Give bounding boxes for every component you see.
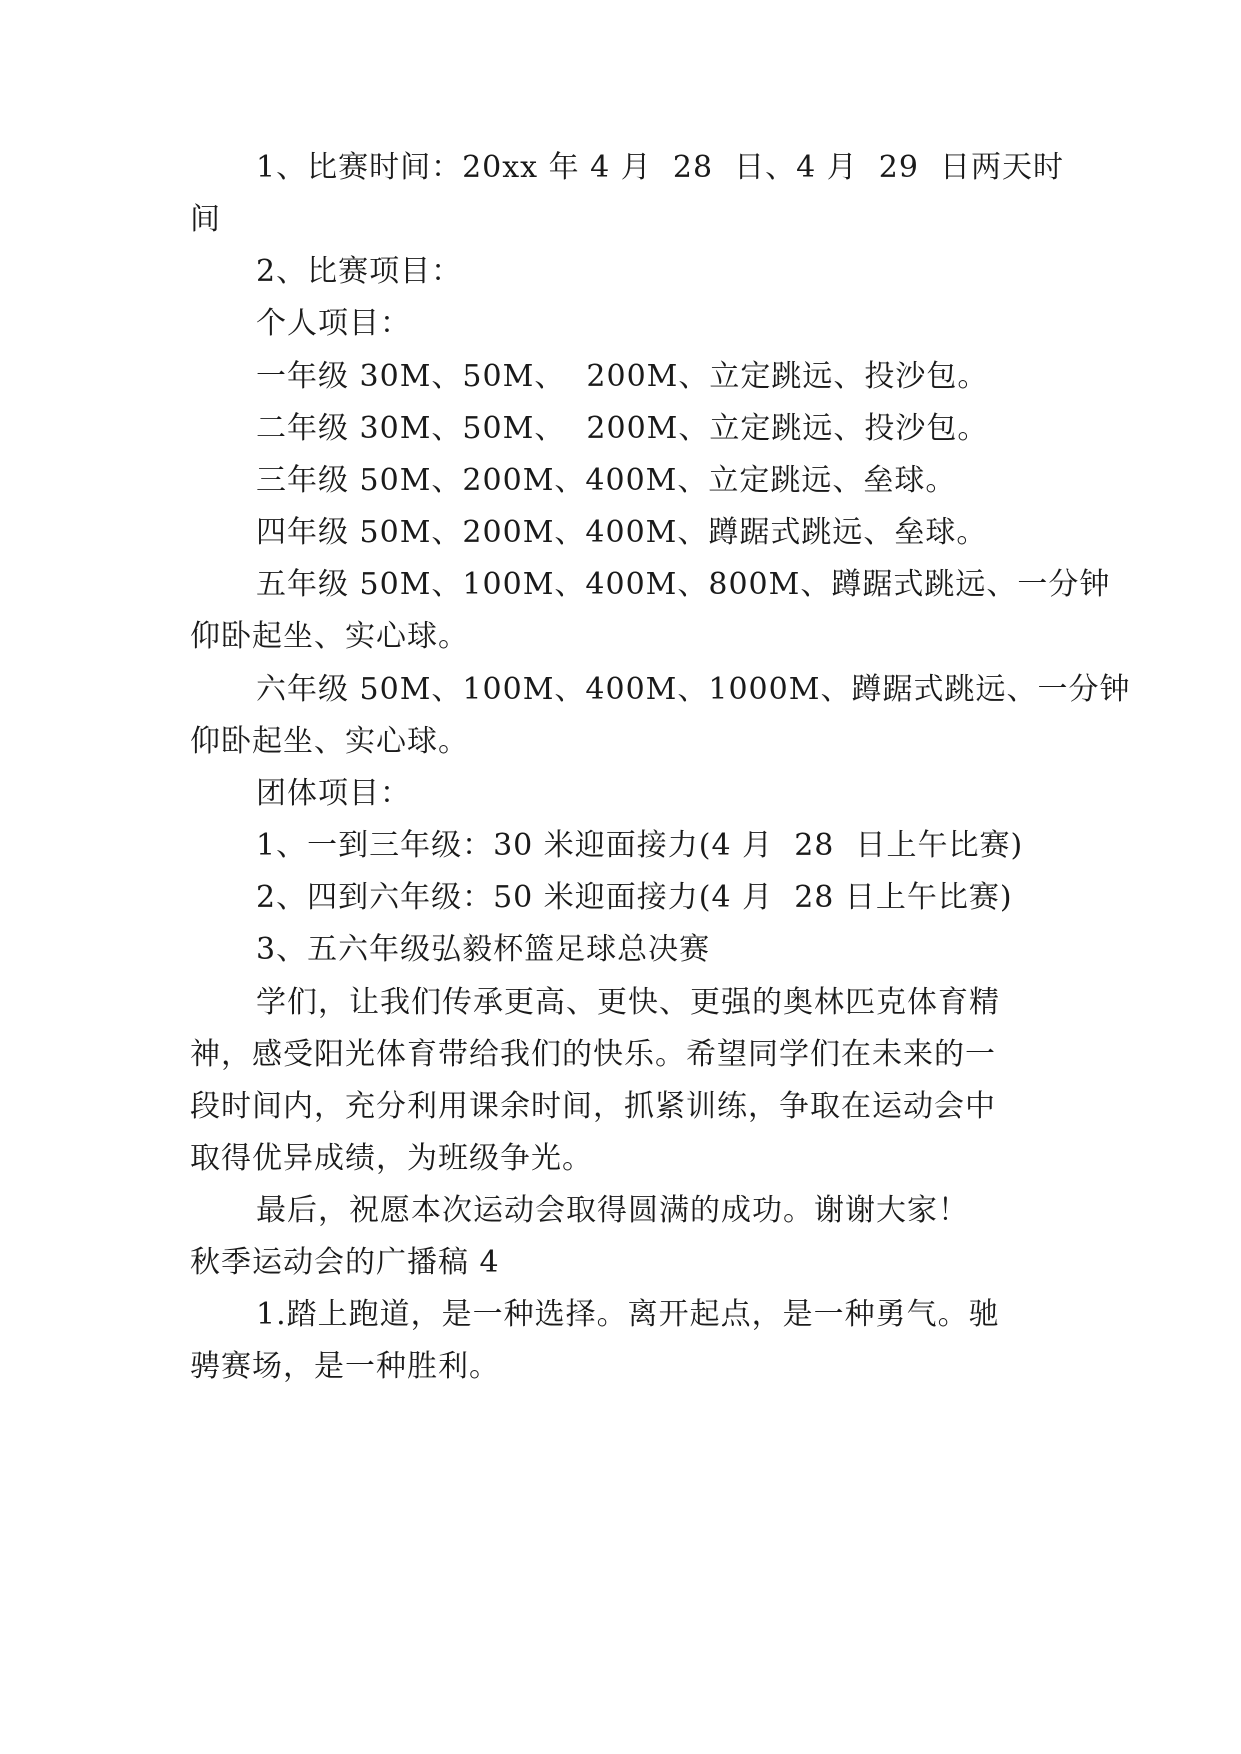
text-line: 骋赛场，是一种胜利。 (190, 1349, 500, 1384)
text-line: 五年级 50M、100M、400M、800M、蹲踞式跳远、一分钟 (256, 567, 1111, 602)
text-line: 三年级 50M、200M、400M、立定跳远、垒球。 (256, 463, 957, 498)
text-line: 一年级 30M、50M、 200M、立定跳远、投沙包。 (256, 359, 989, 394)
text-line: 仰卧起坐、实心球。 (190, 619, 469, 654)
text-line: 间 (190, 202, 221, 237)
text-line: 3、五六年级弘毅杯篮足球总决赛 (256, 932, 711, 967)
text-line: 1、比赛时间：20xx 年 4 月 28 日、4 月 29 日两天时 (256, 150, 1065, 185)
text-line: 1.踏上跑道，是一种选择。离开起点，是一种勇气。驰 (256, 1297, 1000, 1332)
text-line: 神，感受阳光体育带给我们的快乐。希望同学们在未来的一 (190, 1037, 996, 1072)
text-line: 取得优异成绩，为班级争光。 (190, 1141, 593, 1176)
text-line: 段时间内，充分利用课余时间，抓紧训练，争取在运动会中 (190, 1089, 996, 1124)
text-line: 1、一到三年级：30 米迎面接力(4 月 28 日上午比赛) (256, 828, 1024, 863)
section-title: 秋季运动会的广播稿 4 (190, 1245, 500, 1280)
text-line: 学们，让我们传承更高、更快、更强的奥林匹克体育精 (256, 985, 1000, 1020)
text-line: 2、四到六年级：50 米迎面接力(4 月 28 日上午比赛) (256, 880, 1013, 915)
text-line: 二年级 30M、50M、 200M、立定跳远、投沙包。 (256, 411, 989, 446)
text-line: 仰卧起坐、实心球。 (190, 724, 469, 759)
text-line: 六年级 50M、100M、400M、1000M、蹲踞式跳远、一分钟 (256, 672, 1131, 707)
text-line: 四年级 50M、200M、400M、蹲踞式跳远、垒球。 (256, 515, 988, 550)
section-heading: 个人项目： (256, 306, 411, 341)
text-line: 最后，祝愿本次运动会取得圆满的成功。谢谢大家！ (256, 1193, 969, 1228)
text-line: 2、比赛项目： (256, 254, 463, 289)
section-heading: 团体项目： (256, 776, 411, 811)
